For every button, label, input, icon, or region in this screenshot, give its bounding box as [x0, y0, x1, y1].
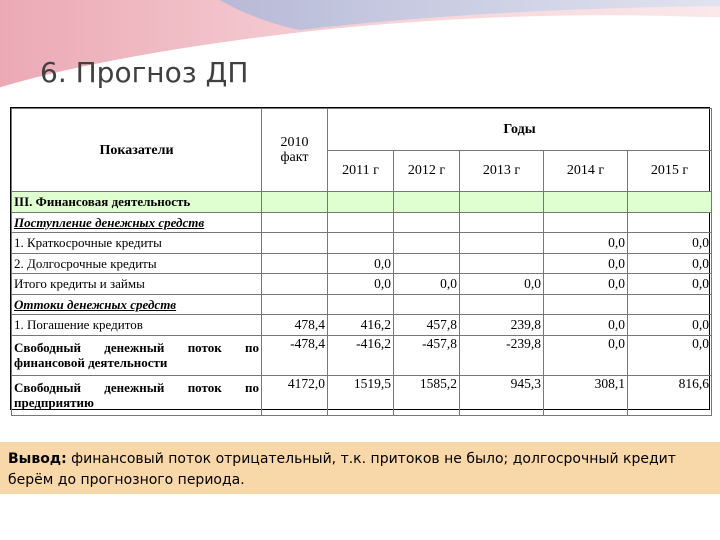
- table-row: [12, 315, 712, 336]
- cell: -478,4: [262, 335, 328, 375]
- table-row: [12, 274, 712, 295]
- header-indicators: Показатели: [12, 109, 262, 192]
- cell: 1585,2: [394, 375, 460, 415]
- cell: 0,0: [328, 274, 394, 295]
- header-year: 2012 г: [394, 150, 460, 192]
- cell: 0,0: [544, 315, 628, 336]
- header-year: 2013 г: [460, 150, 544, 192]
- row-label: Оттоки денежных средств: [12, 294, 262, 315]
- cell: -457,8: [394, 335, 460, 375]
- cell: [394, 192, 460, 213]
- forecast-table: [10, 107, 710, 410]
- row-label: 1. Погашение кредитов: [12, 315, 262, 336]
- cell: [394, 253, 460, 274]
- cell: [262, 274, 328, 295]
- cell: -239,8: [460, 335, 544, 375]
- cell: 0,0: [544, 274, 628, 295]
- cell: 308,1: [544, 375, 628, 415]
- cell: 478,4: [262, 315, 328, 336]
- table-row: [12, 253, 712, 274]
- conclusion-box: [0, 442, 720, 494]
- cell: [544, 294, 628, 315]
- cell: [460, 212, 544, 233]
- cell: [328, 212, 394, 233]
- row-label: Итого кредиты и займы: [12, 274, 262, 295]
- cell: 416,2: [328, 315, 394, 336]
- cell: [394, 212, 460, 233]
- cell: [544, 192, 628, 213]
- cell: 1519,5: [328, 375, 394, 415]
- cell: 457,8: [394, 315, 460, 336]
- row-label: Свободный денежный поток по финансовой деятельности: [12, 335, 262, 375]
- cell: [328, 294, 394, 315]
- header-year: 2014 г: [544, 150, 628, 192]
- table-row: [12, 375, 712, 415]
- cell: 0,0: [628, 274, 712, 295]
- table-row: [12, 335, 712, 375]
- row-label: Поступление денежных средств: [12, 212, 262, 233]
- cell: [328, 192, 394, 213]
- conclusion-label: Вывод:: [8, 451, 67, 467]
- row-label: Свободный денежный поток по предприятию: [12, 375, 262, 415]
- cell: [262, 212, 328, 233]
- cell: 0,0: [460, 274, 544, 295]
- cell: [262, 253, 328, 274]
- cell: [394, 294, 460, 315]
- cell: [544, 212, 628, 233]
- header-2010-fact: 2010 факт: [262, 109, 328, 192]
- cell: 0,0: [628, 253, 712, 274]
- row-label: 2. Долгосрочные кредиты: [12, 253, 262, 274]
- cell: 239,8: [460, 315, 544, 336]
- cell: [262, 294, 328, 315]
- cell: [460, 192, 544, 213]
- cell: [328, 233, 394, 254]
- table-row: [12, 192, 712, 213]
- table-row: [12, 294, 712, 315]
- cell: [394, 233, 460, 254]
- cell: 945,3: [460, 375, 544, 415]
- cell: [628, 294, 712, 315]
- cell: [628, 212, 712, 233]
- slide-title: 6. Прогноз ДП: [40, 56, 249, 89]
- header-year: 2011 г: [328, 150, 394, 192]
- cell: 0,0: [544, 233, 628, 254]
- cell: 0,0: [394, 274, 460, 295]
- row-label: III. Финансовая деятельность: [12, 192, 262, 213]
- cell: 816,6: [628, 375, 712, 415]
- cell: [628, 192, 712, 213]
- header-years: Годы: [328, 109, 712, 151]
- cell: 0,0: [544, 253, 628, 274]
- cell: 0,0: [328, 253, 394, 274]
- conclusion-text: финансовый поток отрицательный, т.к. притоков не было; долгосрочный кредит берём до прогнозного периода.: [8, 451, 676, 488]
- cell: [460, 253, 544, 274]
- cell: 0,0: [628, 335, 712, 375]
- cell: [460, 233, 544, 254]
- table-row: [12, 233, 712, 254]
- cell: 0,0: [628, 315, 712, 336]
- cell: 0,0: [628, 233, 712, 254]
- cell: [262, 233, 328, 254]
- decorative-swoosh: [0, 0, 720, 110]
- cell: [460, 294, 544, 315]
- cell: 4172,0: [262, 375, 328, 415]
- header-year: 2015 г: [628, 150, 712, 192]
- cell: -416,2: [328, 335, 394, 375]
- cell: [262, 192, 328, 213]
- cell: 0,0: [544, 335, 628, 375]
- row-label: 1. Краткосрочные кредиты: [12, 233, 262, 254]
- table-row: [12, 212, 712, 233]
